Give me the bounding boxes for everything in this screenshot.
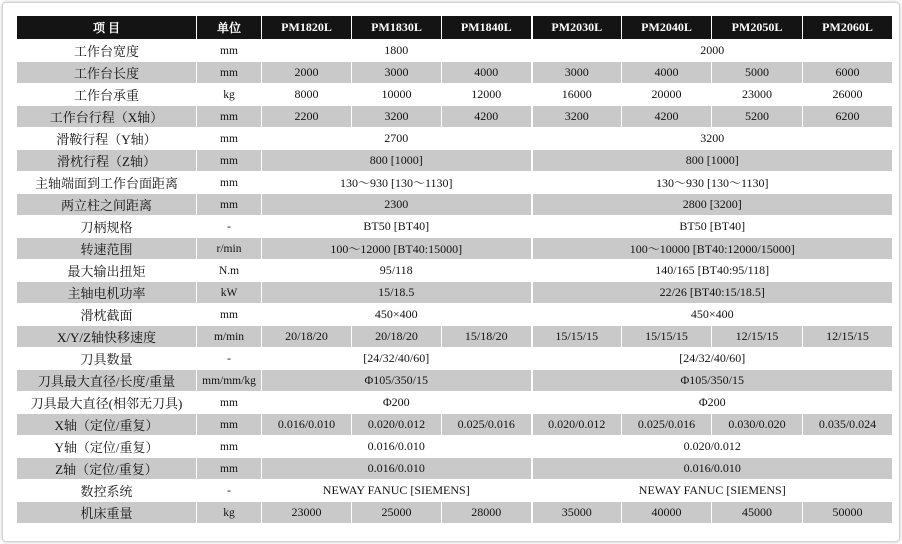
spec-unit: r/min — [197, 238, 262, 260]
spec-value: [24/32/40/60] — [262, 348, 532, 370]
spec-unit: mm — [197, 194, 262, 216]
spec-value: 23000 — [712, 84, 803, 106]
spec-value: 0.016/0.010 — [262, 436, 532, 458]
spec-value: Φ105/350/15 — [262, 370, 532, 392]
spec-unit: kg — [197, 84, 262, 106]
spec-value: 5200 — [712, 106, 803, 128]
spec-unit: - — [197, 348, 262, 370]
spec-value: 12000 — [442, 84, 532, 106]
spec-unit: mm — [197, 172, 262, 194]
spec-value: 3000 — [532, 62, 622, 84]
spec-value: 16000 — [532, 84, 622, 106]
header-model: PM1820L — [262, 16, 352, 40]
spec-unit: mm — [197, 62, 262, 84]
spec-value: 40000 — [622, 502, 712, 524]
spec-value: 100～12000 [BT40:15000] — [262, 238, 532, 260]
spec-value: 800 [1000] — [532, 150, 893, 172]
spec-value: 130～930 [130～1130] — [532, 172, 893, 194]
spec-value: 15/15/15 — [622, 326, 712, 348]
spec-label: 数控系统 — [17, 480, 197, 502]
spec-unit: mm — [197, 458, 262, 480]
spec-body — [17, 40, 893, 524]
spec-row — [17, 84, 893, 106]
spec-value: 3200 — [532, 128, 893, 150]
spec-label: 刀具最大直径/长度/重量 — [17, 370, 197, 392]
spec-row — [17, 150, 893, 172]
spec-table — [16, 15, 893, 524]
spec-value: NEWAY FANUC [SIEMENS] — [532, 480, 893, 502]
spec-value: 20/18/20 — [352, 326, 442, 348]
spec-value: 450×400 — [532, 304, 893, 326]
spec-value: 95/118 — [262, 260, 532, 282]
spec-value: 450×400 — [262, 304, 532, 326]
spec-label: 转速范围 — [17, 238, 197, 260]
spec-row — [17, 216, 893, 238]
spec-value: 2800 [3200] — [532, 194, 893, 216]
spec-row — [17, 194, 893, 216]
spec-label: 滑枕截面 — [17, 304, 197, 326]
header-model: PM2060L — [803, 16, 893, 40]
spec-value: 22/26 [BT40:15/18.5] — [532, 282, 893, 304]
spec-value: 3000 — [352, 62, 442, 84]
spec-value: 1800 — [262, 40, 532, 62]
spec-value: 2000 — [532, 40, 893, 62]
header-unit: 单位 — [197, 16, 262, 40]
spec-value: 2700 — [262, 128, 532, 150]
spec-label: 刀具数量 — [17, 348, 197, 370]
spec-label: 滑鞍行程（Y轴） — [17, 128, 197, 150]
header-model: PM1830L — [352, 16, 442, 40]
spec-row — [17, 458, 893, 480]
spec-row — [17, 40, 893, 62]
spec-value: 0.016/0.010 — [532, 458, 893, 480]
spec-unit: mm — [197, 106, 262, 128]
spec-value: 0.025/0.016 — [442, 414, 532, 436]
spec-label: 工作台行程（X轴） — [17, 106, 197, 128]
spec-row — [17, 480, 893, 502]
spec-label: 工作台宽度 — [17, 40, 197, 62]
spec-row — [17, 392, 893, 414]
spec-value: 20/18/20 — [262, 326, 352, 348]
spec-value: 28000 — [442, 502, 532, 524]
spec-value: 2200 — [262, 106, 352, 128]
spec-unit: mm — [197, 150, 262, 172]
spec-value: BT50 [BT40] — [532, 216, 893, 238]
spec-row — [17, 128, 893, 150]
spec-value: 20000 — [622, 84, 712, 106]
spec-row — [17, 106, 893, 128]
spec-value: 26000 — [803, 84, 893, 106]
header-model: PM2040L — [622, 16, 712, 40]
spec-value: 2300 — [262, 194, 532, 216]
spec-value: 4000 — [622, 62, 712, 84]
spec-value: 3200 — [532, 106, 622, 128]
spec-label: Y轴（定位/重复） — [17, 436, 197, 458]
header-item: 项 目 — [17, 16, 197, 40]
spec-value: 23000 — [262, 502, 352, 524]
spec-row — [17, 326, 893, 348]
spec-value: 2000 — [262, 62, 352, 84]
spec-value: 15/18/20 — [442, 326, 532, 348]
spec-value: Φ200 — [532, 392, 893, 414]
spec-value: 15/18.5 — [262, 282, 532, 304]
spec-row — [17, 370, 893, 392]
spec-value: 0.020/0.012 — [532, 436, 893, 458]
spec-value: 0.020/0.012 — [352, 414, 442, 436]
spec-value: 0.035/0.024 — [803, 414, 893, 436]
spec-label: 最大输出扭矩 — [17, 260, 197, 282]
spec-label: 机床重量 — [17, 502, 197, 524]
spec-value: 10000 — [352, 84, 442, 106]
header-model: PM2050L — [712, 16, 803, 40]
spec-row — [17, 348, 893, 370]
spec-label: 主轴端面到工作台面距离 — [17, 172, 197, 194]
spec-row — [17, 436, 893, 458]
spec-value: 12/15/15 — [803, 326, 893, 348]
spec-value: 25000 — [352, 502, 442, 524]
document-frame — [2, 2, 900, 542]
spec-value: 6200 — [803, 106, 893, 128]
spec-unit: - — [197, 216, 262, 238]
spec-label: X轴（定位/重复） — [17, 414, 197, 436]
spec-label: 两立柱之间距离 — [17, 194, 197, 216]
spec-value: 35000 — [532, 502, 622, 524]
spec-label: X/Y/Z轴快移速度 — [17, 326, 197, 348]
spec-label: 工作台承重 — [17, 84, 197, 106]
spec-unit: mm — [197, 304, 262, 326]
spec-row — [17, 502, 893, 524]
spec-label: 主轴电机功率 — [17, 282, 197, 304]
spec-value: 4200 — [442, 106, 532, 128]
spec-row — [17, 172, 893, 194]
spec-label: 滑枕行程（Z轴） — [17, 150, 197, 172]
spec-row — [17, 282, 893, 304]
spec-unit: kg — [197, 502, 262, 524]
spec-value: [24/32/40/60] — [532, 348, 893, 370]
spec-unit: mm — [197, 40, 262, 62]
spec-unit: mm — [197, 392, 262, 414]
spec-value: 140/165 [BT40:95/118] — [532, 260, 893, 282]
spec-value: 130～930 [130～1130] — [262, 172, 532, 194]
spec-value: 0.016/0.010 — [262, 458, 532, 480]
spec-value: 0.016/0.010 — [262, 414, 352, 436]
spec-value: 4200 — [622, 106, 712, 128]
spec-unit: - — [197, 480, 262, 502]
spec-value: 800 [1000] — [262, 150, 532, 172]
spec-value: 3200 — [352, 106, 442, 128]
spec-value: NEWAY FANUC [SIEMENS] — [262, 480, 532, 502]
spec-value: 0.030/0.020 — [712, 414, 803, 436]
spec-unit: mm — [197, 414, 262, 436]
spec-value: BT50 [BT40] — [262, 216, 532, 238]
spec-value: 8000 — [262, 84, 352, 106]
spec-label: Z轴（定位/重复） — [17, 458, 197, 480]
spec-row — [17, 260, 893, 282]
spec-value: 45000 — [712, 502, 803, 524]
spec-row — [17, 304, 893, 326]
spec-label: 工作台长度 — [17, 62, 197, 84]
spec-unit: mm — [197, 436, 262, 458]
spec-value: 5000 — [712, 62, 803, 84]
spec-row — [17, 62, 893, 84]
spec-unit: mm/mm/kg — [197, 370, 262, 392]
spec-value: Φ105/350/15 — [532, 370, 893, 392]
header-row — [17, 16, 893, 40]
spec-value: 0.020/0.012 — [532, 414, 622, 436]
header-model: PM1840L — [442, 16, 532, 40]
spec-label: 刀柄规格 — [17, 216, 197, 238]
spec-value: 100～10000 [BT40:12000/15000] — [532, 238, 893, 260]
spec-value: 50000 — [803, 502, 893, 524]
spec-value: 15/15/15 — [532, 326, 622, 348]
spec-value: 4000 — [442, 62, 532, 84]
spec-value: 0.025/0.016 — [622, 414, 712, 436]
spec-unit: kW — [197, 282, 262, 304]
header-model: PM2030L — [532, 16, 622, 40]
spec-label: 刀具最大直径(相邻无刀具) — [17, 392, 197, 414]
spec-unit: N.m — [197, 260, 262, 282]
spec-row — [17, 238, 893, 260]
spec-value: 12/15/15 — [712, 326, 803, 348]
spec-value: Φ200 — [262, 392, 532, 414]
spec-row — [17, 414, 893, 436]
spec-value: 6000 — [803, 62, 893, 84]
spec-unit: m/min — [197, 326, 262, 348]
spec-unit: mm — [197, 128, 262, 150]
